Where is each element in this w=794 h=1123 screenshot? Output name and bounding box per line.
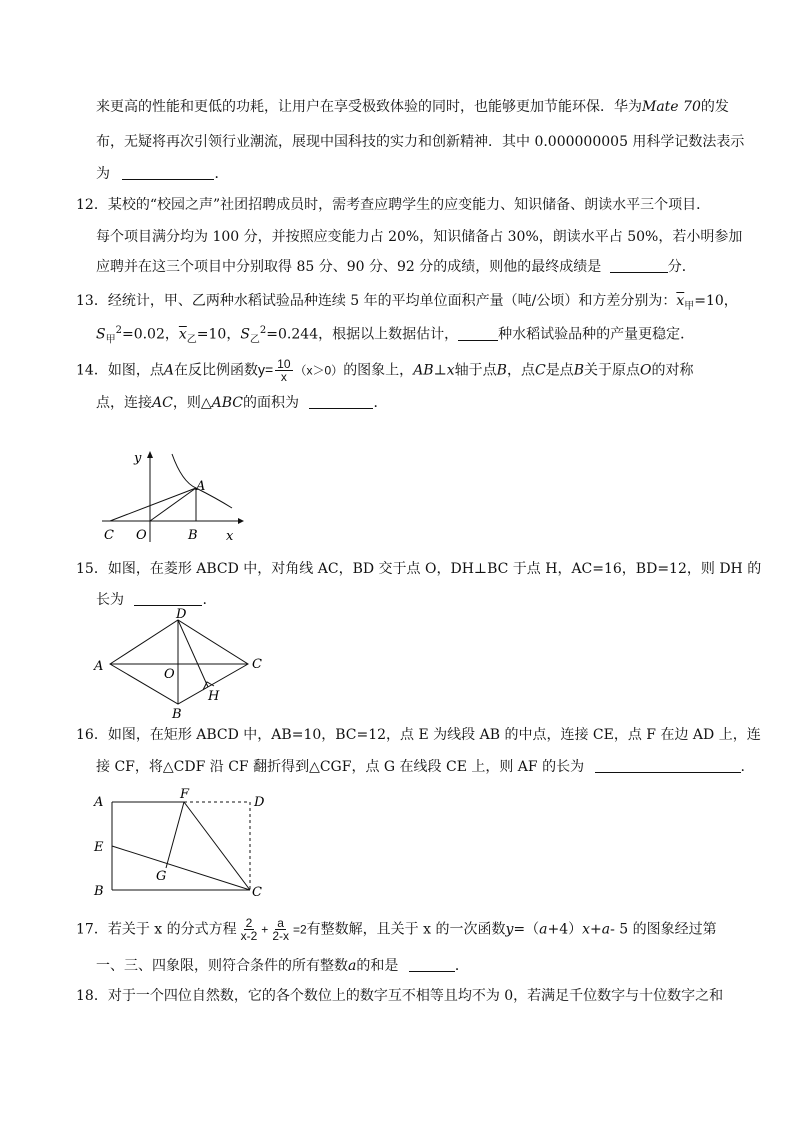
label-c: C [104,528,114,543]
label-a: A [196,479,206,494]
label-g: G [156,869,167,884]
label-d: D [176,608,187,622]
q17-line-2: 一、三、四象限，则符合条件的所有整数a的和是 ． [96,958,469,974]
label-c: C [252,657,262,672]
q16-line-2: 接 CF，将△CDF 沿 CF 翻折得到△CGF，点 G 在线段 CE 上，则 AF 的长为 . [96,759,745,775]
q14-figure [96,448,246,544]
segment-oa [150,488,196,521]
label-f: F [180,788,190,802]
rhombus-abcd [110,620,248,704]
q18-line-1: 18．对于一个四位自然数，它的各个数位上的数字互不相等且均不为 0，若满足千位数字与十位数字之和 [76,988,724,1004]
label-b: B [94,884,104,899]
y-axis-arrow [147,451,153,458]
q15-answer-blank[interactable] [134,591,202,606]
q13-answer-blank[interactable] [458,326,498,341]
q11-line-2: 布，无疑将再次引领行业潮流，展现中国科技的实力和创新精神．其中 0.000000005 用科学记数法表示 [96,134,745,150]
q11-line-1: 来更高的性能和更低的功耗，让用户在享受极致体验的同时，也能够更加节能环保．华为Mate 70的发 [96,99,729,115]
q11-answer-blank[interactable] [122,165,214,180]
label-a: A [94,795,104,810]
q14-answer-blank[interactable] [309,394,373,409]
segment-ec [112,846,250,890]
q17-fraction-2: $\frac{a}{2-x}$ [272,916,289,943]
segment-dh [178,620,208,687]
q14-fraction: $\frac{10}{x}$ [277,357,291,384]
label-y: y [134,451,142,466]
q12-line-2: 每个项目满分均为 100 分，并按照应变能力占 20%，知识储备占 30%，朗读水平占 50%，若小明参加 [96,229,743,245]
q17-line-1: 17．若关于 x 的分式方程 $\frac{2}{x-2}$ + $\frac{a}{2-x}$ =2有整数解，且关于 x 的一次函数y=（a+4）x+a- 5 的图象经过第 [76,916,717,943]
label-o: O [164,667,175,682]
q16-answer-blank[interactable] [595,758,741,773]
x-axis-arrow [238,518,244,524]
q16-figure [90,788,280,900]
label-d: D [254,795,265,810]
q13-line-1: 13．经统计，甲、乙两种水稻试验品种连续 5 年的平均单位面积产量（吨/公顷）和方差分别为：$\overline{x}_甲=10$， [76,293,738,312]
label-b: B [188,528,198,543]
label-o: O [136,528,147,543]
label-h: H [208,689,220,704]
label-x: x [226,529,234,544]
label-b: B [172,707,182,722]
q12-line-1: 12．某校的“校园之声”社团招聘成员时，需考查应聘学生的应变能力、知识储备、朗读水平三个项目． [76,197,711,213]
q15-line-1: 15．如图，在菱形 ABCD 中，对角线 AC，BD 交于点 O，DH⊥BC 于点 H，AC=16，BD=12，则 DH 的 [76,561,762,577]
q12-line-3: 应聘并在这三个项目中分别取得 85 分、90 分、92 分的成绩，则他的最终成绩是 分． [96,259,696,275]
label-c: C [252,885,262,900]
q12-answer-blank[interactable] [610,258,668,273]
q13-line-2: $S_甲^2=0.02$，$\overline{x}_乙=10$，$S_乙^2=0.244$，根据以上数据估计， 种水稻试验品种的产量更稳定． [96,325,695,346]
label-e: E [94,840,104,855]
q11-line-3: 为 ． [96,166,229,182]
label-a: A [94,659,104,674]
q14-line-1: 14．如图，点A在反比例函数y= $\frac{10}{x}$ （x＞0）的图象上，AB⊥x轴于点B，点C是点B关于原点O的对称 [76,357,694,384]
segment-fc [184,802,250,890]
q15-figure [90,608,270,723]
segment-fg [166,802,184,868]
q17-answer-blank[interactable] [409,957,455,972]
q17-fraction-1: $\frac{2}{x-2}$ [240,916,258,943]
q16-line-1: 16．如图，在矩形 ABCD 中，AB=10，BC=12，点 E 为线段 AB 的中点，连接 CE，点 F 在边 AD 上，连 [76,727,761,743]
segment-ca [110,488,196,521]
q14-line-2: 点，连接AC，则△ABC的面积为 ． [96,395,388,411]
q15-line-2: 长为 . [96,592,207,608]
